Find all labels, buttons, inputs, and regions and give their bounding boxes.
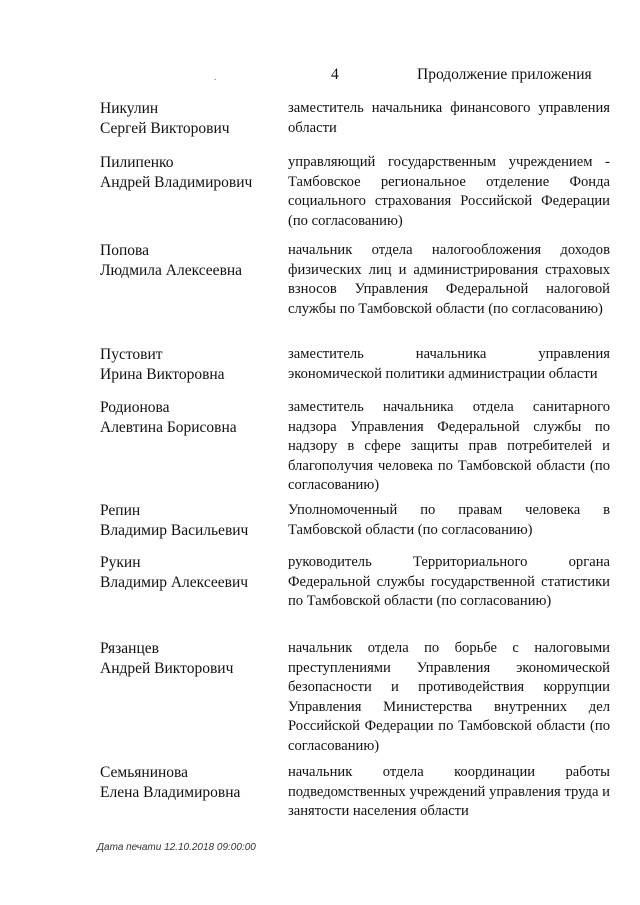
- member-surname: Рукин: [100, 554, 141, 571]
- member-surname: Семьянинова: [100, 764, 189, 781]
- member-given-names: Андрей Викторович: [100, 659, 234, 677]
- member-name: [100, 99, 280, 138]
- member-surname: Пилипенко: [100, 154, 174, 171]
- header-mark: .: [214, 72, 217, 82]
- member-surname: Пустовит: [100, 346, 163, 363]
- continuation-title: Продолжение приложения: [417, 66, 592, 83]
- member-name: [100, 553, 280, 592]
- member-given-names: Алевтина Борисовна: [100, 418, 237, 436]
- member-position: заместитель начальника финансового управления области: [288, 100, 610, 136]
- member-surname: Рязанцев: [100, 640, 159, 657]
- member-position: руководитель Территориального органа Федеральной службы государственной статистики по Тамбовской области (по согласованию): [288, 554, 610, 609]
- member-surname: Репин: [100, 502, 141, 519]
- member-given-names: Сергей Викторович: [100, 119, 230, 137]
- member-name: [100, 153, 280, 192]
- member-name: [100, 501, 280, 540]
- member-position: начальник отдела налогообложения доходов физических лиц и администрирования страховых взносов Управления Федеральной налоговой службы по Тамбовской области (по согласованию): [288, 242, 610, 317]
- member-given-names: Людмила Алексеевна: [100, 261, 243, 279]
- member-given-names: Елена Владимировна: [100, 783, 241, 801]
- member-position: заместитель начальника управления экономической политики администрации области: [288, 346, 610, 382]
- member-name: [100, 763, 280, 802]
- member-position: начальник отдела координации работы подведомственных учреждений управления труда и занятости населения области: [288, 764, 610, 819]
- member-surname: Никулин: [100, 100, 159, 117]
- member-position: заместитель начальника отдела санитарного надзора Управления Федеральной службы по надзору в сфере защиты прав потребителей и благополучия человека по Тамбовской области (по согласованию): [288, 399, 610, 493]
- member-surname: Попова: [100, 242, 149, 259]
- member-given-names: Ирина Викторовна: [100, 365, 225, 383]
- member-position: начальник отдела по борьбе с налоговыми преступлениями Управления экономической безопасности и противодействия коррупции Управления Министерства внутренних дел Российской Федерации по Тамбовской области (по согласованию): [288, 640, 610, 754]
- member-name: [100, 639, 280, 678]
- member-name: [100, 345, 280, 384]
- member-given-names: Владимир Алексеевич: [100, 573, 249, 591]
- member-name: [100, 241, 280, 280]
- member-position: Уполномоченный по правам человека в Тамбовской области (по согласованию): [288, 502, 610, 538]
- page-number: 4: [331, 66, 339, 83]
- print-date: Дата печати 12.10.2018 09:00:00: [97, 842, 256, 853]
- member-position: управляющий государственным учреждением - Тамбовское региональное отделение Фонда социального страхования Российской Федерации (по согласованию): [288, 154, 610, 229]
- member-name: [100, 398, 280, 437]
- member-surname: Родионова: [100, 399, 170, 416]
- member-given-names: Андрей Владимирович: [100, 173, 253, 191]
- member-given-names: Владимир Васильевич: [100, 521, 249, 539]
